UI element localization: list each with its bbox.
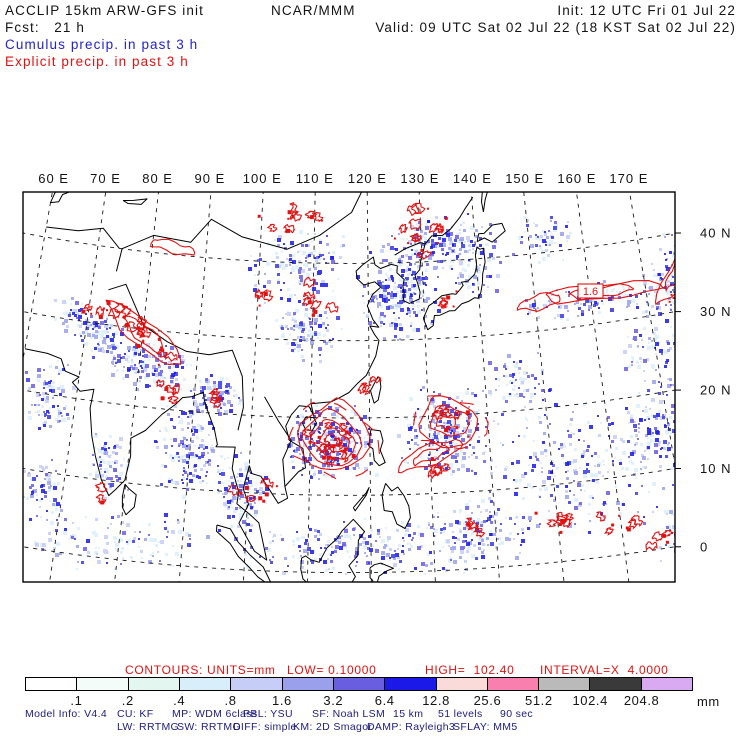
model-info-lw: LW: RRTMG <box>117 721 180 733</box>
contour-speck <box>445 217 448 220</box>
colorbar-cell <box>128 678 179 690</box>
contour-speck <box>673 297 675 299</box>
colorbar-tick-label: 102.4 <box>572 693 608 708</box>
contour-speck <box>136 344 140 348</box>
colorbar-cell <box>589 678 640 690</box>
init-time-label: Init: 12 UTC Fri 01 Jul 22 <box>557 3 736 18</box>
contour-speck <box>321 220 323 222</box>
contour-speck <box>324 438 326 440</box>
coastline-path <box>123 199 147 205</box>
colorbar-cell <box>487 678 538 690</box>
valid-time-label: Valid: 09 UTC Sat 02 Jul 22 (18 KST Sat 02 Jul 22) <box>375 20 736 35</box>
lat-tick-label: 40 N <box>700 225 732 241</box>
colorbar-cell <box>333 678 384 690</box>
meridian-line <box>367 186 372 619</box>
contour-speck <box>704 253 706 255</box>
contour-speck <box>427 208 429 210</box>
contour-blob <box>268 224 277 231</box>
lon-tick-label: 150 E <box>505 171 545 186</box>
contour-speck <box>456 290 458 292</box>
colorbar-cell <box>76 678 127 690</box>
lat-tick-label: 10 N <box>700 461 732 476</box>
contour-speck <box>158 338 161 341</box>
contour-speck <box>266 485 269 488</box>
contour-speck <box>369 384 371 386</box>
lat-tick-label: 0 <box>700 539 709 555</box>
contour-speck <box>276 485 278 487</box>
lon-tick-label: 130 E <box>400 171 440 186</box>
lat-tick-label: 30 N <box>700 304 732 320</box>
model-info-sf: SF: Noah LSM <box>312 708 386 720</box>
contour-speck <box>312 314 315 317</box>
lon-tick-label: 110 E <box>295 171 334 186</box>
model-info-diff: DIFF: simple <box>233 721 297 733</box>
contour-speck <box>90 313 92 315</box>
contour-speck <box>309 441 312 444</box>
contour-speck <box>703 244 705 246</box>
contour-speck <box>437 242 439 244</box>
colorbar-cell <box>384 678 435 690</box>
meridian-line <box>0 161 58 587</box>
precip-shading-layer <box>25 221 712 566</box>
contour-blob <box>96 306 103 316</box>
contour-speck <box>453 306 455 308</box>
colorbar-cell <box>26 678 76 690</box>
contour-speck <box>324 446 327 449</box>
contour-speck <box>322 456 326 460</box>
contour-speck <box>164 387 168 391</box>
model-info-cu: CU: KF <box>117 708 154 720</box>
contour-info-units: UNITS=mm <box>207 663 276 677</box>
colorbar-tick-label: .4 <box>173 693 186 708</box>
contour-speck <box>161 396 165 400</box>
contour-speck <box>611 524 614 527</box>
contour-speck <box>287 218 289 220</box>
contour-blob <box>605 528 613 535</box>
contour-speck <box>156 333 158 335</box>
coastline-path <box>265 397 292 487</box>
colorbar-tick-label: 1.6 <box>271 693 292 708</box>
contour-speck <box>314 442 316 444</box>
contour-speck <box>318 436 321 439</box>
model-info-levels: 51 levels <box>438 708 483 720</box>
contour-blob <box>399 225 406 233</box>
colorbar <box>25 677 693 691</box>
model-info-sw: SW: RRTMG <box>177 721 242 733</box>
precip-shading-layer <box>28 220 719 573</box>
contour-speck <box>160 346 162 348</box>
coastline-path <box>382 483 410 528</box>
colorbar-tick-label: 204.8 <box>623 693 660 708</box>
meridian-line <box>242 184 264 616</box>
coastline-path <box>46 227 119 248</box>
contour-speck <box>475 525 478 528</box>
contour-blob <box>325 422 332 428</box>
model-info-version: Model Info: V4.4 <box>25 708 108 720</box>
plot-title: ACCLIP 15km ARW-GFS init <box>5 3 204 18</box>
meridian-line <box>47 169 109 598</box>
model-info-damp: DAMP: Rayleigh3 <box>367 721 456 733</box>
contour-speck <box>431 457 434 460</box>
contour-blob <box>695 240 705 251</box>
meridian-line <box>471 182 502 614</box>
precip-shading-layer <box>23 216 718 575</box>
coastline-path <box>25 197 473 560</box>
contour-speck <box>265 492 269 496</box>
colorbar-cell <box>436 678 487 690</box>
contour-speck <box>344 447 348 451</box>
colorbar-cell <box>641 678 692 690</box>
lon-tick-label: 90 E <box>194 171 226 186</box>
colorbar-cell <box>282 678 333 690</box>
contour-speck <box>453 432 455 434</box>
contour-info-low: LOW= 0.10000 <box>287 663 377 677</box>
contour-speck <box>699 253 701 255</box>
contour-speck <box>407 242 409 244</box>
contour-info-interval: INTERVAL=X 4.0000 <box>540 663 669 677</box>
model-info-km: KM: 2D Smagor <box>293 721 373 733</box>
contour-info-contours: CONTOURS: <box>125 663 204 677</box>
colorbar-tick-label: .8 <box>224 693 237 708</box>
model-info-mp: MP: WDM 6class <box>172 708 258 720</box>
coastline-path <box>122 484 136 515</box>
contour-blob <box>596 512 605 521</box>
contour-speck <box>626 527 629 530</box>
contour-speck <box>394 238 396 240</box>
contour-speck <box>434 459 436 461</box>
contour-speck <box>81 310 85 314</box>
contour-speck <box>332 444 336 448</box>
contour-speck <box>417 253 420 256</box>
contour-speck <box>352 454 356 458</box>
colorbar-tick-label: 6.4 <box>374 693 395 708</box>
contour-speck <box>317 442 319 444</box>
contour-speck <box>455 426 458 429</box>
parallel-line <box>13 230 691 263</box>
lon-tick-label: 80 E <box>142 171 173 186</box>
colorbar-cell <box>230 678 281 690</box>
coastline-path <box>423 247 485 330</box>
colorbar-tick-label: 51.2 <box>524 693 553 708</box>
contour-speck <box>618 515 620 517</box>
coastline-path <box>301 519 365 599</box>
contour-info-high: HIGH= 102.40 <box>425 663 515 677</box>
contour-blob <box>438 301 447 308</box>
colorbar-tick-label: .1 <box>70 693 83 708</box>
lon-tick-label: 170 E <box>609 171 649 186</box>
coastline-path <box>116 186 364 271</box>
contour-speck <box>467 523 471 527</box>
contour-speck <box>435 410 438 413</box>
model-info-pbl: PBL: YSU <box>243 708 293 720</box>
contour-speck <box>174 400 176 402</box>
contour-speck <box>286 229 290 233</box>
forecast-hour-label: Fcst: 21 h <box>5 20 85 35</box>
contour-blob <box>696 243 707 253</box>
model-info-sflay: SFLAY: MM5 <box>453 721 518 733</box>
contour-speck <box>288 210 292 214</box>
lon-tick-label: 140 E <box>452 171 492 186</box>
contour-speck <box>340 441 343 444</box>
lon-tick-label: 70 E <box>90 171 121 186</box>
contour-speck <box>240 492 243 495</box>
colorbar-tick-label: 12.8 <box>422 693 450 708</box>
contour-speck <box>107 301 111 305</box>
contour-speck <box>345 430 349 434</box>
lon-tick-label: 160 E <box>557 171 597 186</box>
colorbar-tick-label: .2 <box>121 693 134 708</box>
contour-speck <box>168 397 170 399</box>
colorbar-tick-label: 3.2 <box>323 693 344 708</box>
contour-speck <box>259 305 261 307</box>
lon-tick-label: 100 E <box>242 171 282 186</box>
meridian-line <box>574 171 632 600</box>
contour-band <box>656 234 700 305</box>
model-info-step: 90 sec <box>500 708 534 720</box>
contour-speck <box>258 496 262 500</box>
contour-speck <box>467 436 469 438</box>
contour-speck <box>666 541 669 544</box>
lat-tick-label: 20 N <box>700 382 732 398</box>
colorbar-unit: mm <box>697 694 720 709</box>
contour-speck <box>262 500 265 503</box>
map-content <box>0 161 740 619</box>
contour-speck <box>671 294 673 296</box>
colorbar-tick-label: 25.6 <box>473 693 502 708</box>
parallel-line <box>0 533 740 572</box>
lon-tick-label: 60 E <box>38 171 69 186</box>
contour-speck <box>447 426 450 429</box>
contour-blob <box>370 377 381 383</box>
contour-speck <box>466 410 470 414</box>
explicit-precip-label: Explicit precip. in past 3 h <box>5 54 189 69</box>
contour-speck <box>535 512 538 515</box>
contour-blob <box>326 302 338 312</box>
contour-label-text: 1.6 <box>582 286 599 298</box>
model-info-res: 15 km <box>393 708 424 720</box>
contour-speck <box>446 296 450 300</box>
contour-speck <box>479 531 481 533</box>
contour-speck <box>142 341 144 343</box>
contour-blob <box>646 542 657 550</box>
contour-speck <box>245 486 249 490</box>
contour-speck <box>158 364 160 366</box>
coastline-path <box>370 563 394 592</box>
center-label: NCAR/MMM <box>271 3 356 18</box>
colorbar-cell <box>538 678 589 690</box>
contour-speck <box>676 304 679 307</box>
contour-speck <box>559 523 562 526</box>
contour-blob <box>430 224 438 233</box>
contour-speck <box>445 434 447 436</box>
contour-speck <box>420 249 423 252</box>
colorbar-cell <box>179 678 230 690</box>
contour-speck <box>258 215 261 218</box>
contour-speck <box>669 301 671 303</box>
contour-speck <box>106 309 108 311</box>
contour-speck <box>559 531 562 534</box>
cumulus-precip-label: Cumulus precip. in past 3 h <box>5 37 199 52</box>
contour-speck <box>125 323 129 327</box>
contour-speck <box>313 310 317 314</box>
lon-tick-label: 120 E <box>347 171 387 186</box>
precip-shading-layer <box>23 216 719 575</box>
contour-blob <box>255 290 262 299</box>
contour-blob <box>311 301 321 310</box>
contour-blob <box>96 483 107 493</box>
coastline-path <box>353 488 369 511</box>
coastline-path <box>51 184 69 203</box>
